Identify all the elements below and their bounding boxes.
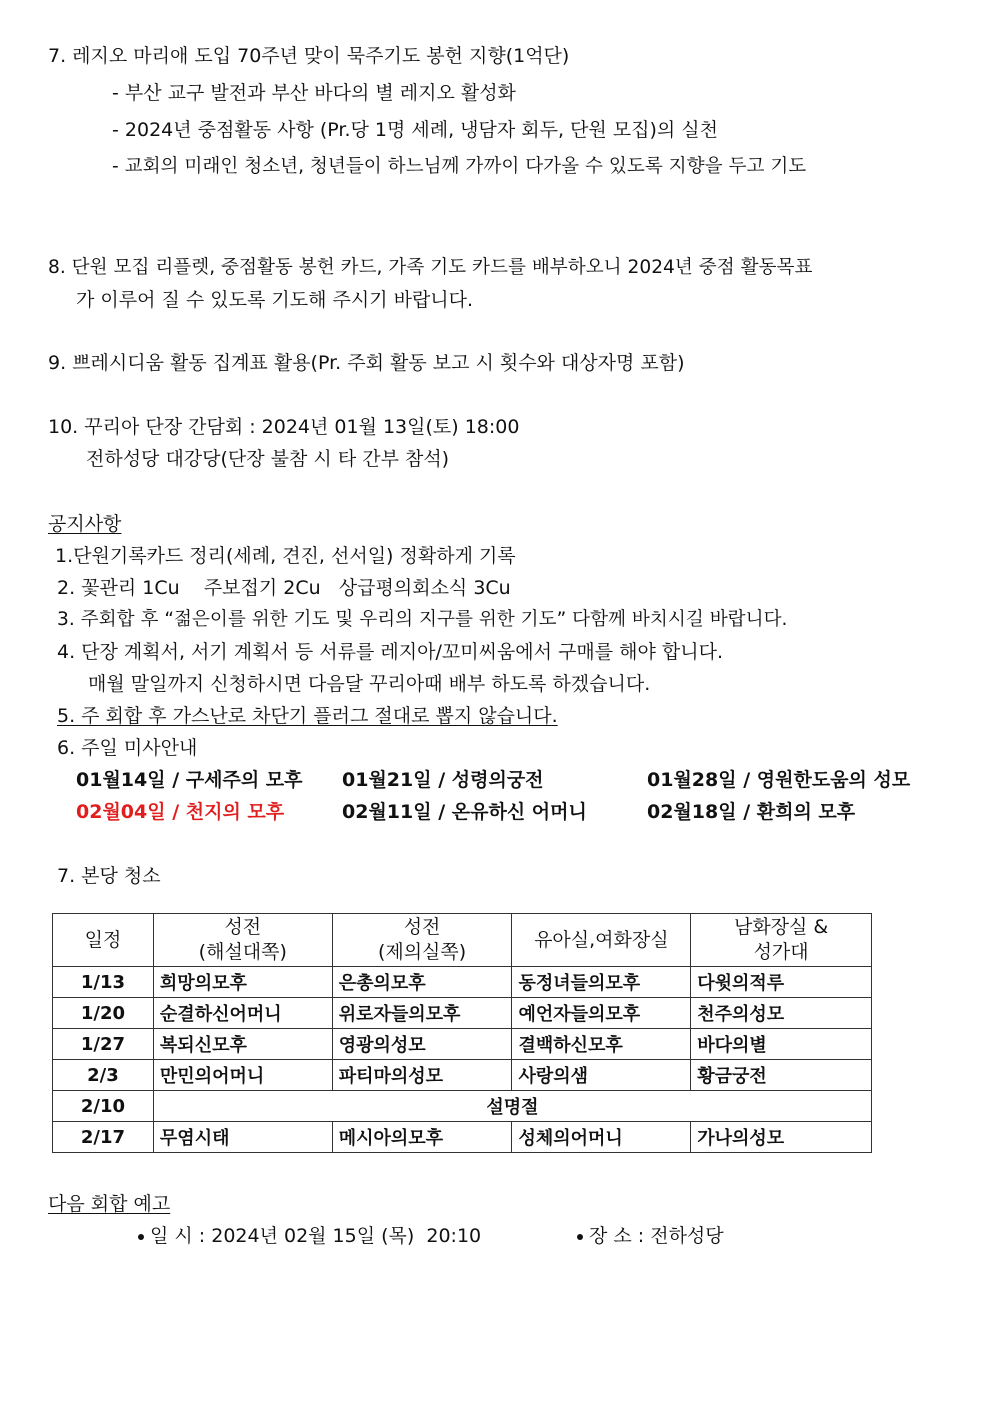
table-row xyxy=(53,1122,872,1153)
next-meeting-datetime-text: 일 시 : 2024년 02월 15일 (목) 20:10 xyxy=(150,1225,482,1247)
mass-0218: 02월18일 / 환희의 모후 xyxy=(647,801,856,823)
next-meeting-heading: 다음 회합 예고 xyxy=(48,1193,171,1215)
table-cell: 파티마의성모 xyxy=(332,1060,512,1091)
table-cell: 다윗의적루 xyxy=(691,967,872,998)
table-cell: 동정녀들의모후 xyxy=(512,967,691,998)
section7-item-2: - 2024년 중점활동 사항 (Pr.당 1명 세례, 냉담자 회두, 단원 모집)의 실천 xyxy=(112,119,719,141)
notice-item-1: 1.단원기록카드 정리(세례, 견진, 선서일) 정확하게 기록 xyxy=(55,545,516,567)
mass-0121: 01월21일 / 성령의궁전 xyxy=(342,769,544,791)
header-nursery-womens: 유아실,여화장실 xyxy=(512,914,691,967)
table-row xyxy=(53,1029,872,1060)
table-row xyxy=(53,967,872,998)
table-cell: 복되신모후 xyxy=(153,1029,332,1060)
section10-line-2: 전하성당 대강당(단장 불참 시 타 간부 참석) xyxy=(86,448,450,470)
table-cell: 위로자들의모후 xyxy=(332,998,512,1029)
table-cell: 1/20 xyxy=(53,998,154,1029)
section7-item-1: - 부산 교구 발전과 부산 바다의 별 레지오 활성화 xyxy=(112,82,516,104)
table-cell: 은총의모후 xyxy=(332,967,512,998)
table-cell: 2/10 xyxy=(53,1091,154,1122)
next-meeting-datetime xyxy=(138,1224,481,1248)
table-cell: 성체의어머니 xyxy=(512,1122,691,1153)
table-cell: 1/13 xyxy=(53,967,154,998)
cleaning-table xyxy=(52,913,872,1153)
header-nave-lectern: 성전 (해설대쪽) xyxy=(153,914,332,967)
mass-0114: 01월14일 / 구세주의 모후 xyxy=(76,769,303,791)
table-cell: 2/17 xyxy=(53,1122,154,1153)
table-header-row xyxy=(53,914,872,967)
notices-heading: 공지사항 xyxy=(48,513,122,535)
table-cell: 만민의어머니 xyxy=(153,1060,332,1091)
header-mens-choir: 남화장실 & 성가대 xyxy=(691,914,872,967)
bullet-icon xyxy=(577,1234,583,1240)
notice-item-4-cont: 매월 말일까지 신청하시면 다음달 꾸리아때 배부 하도록 하겠습니다. xyxy=(88,673,651,695)
table-cell: 예언자들의모후 xyxy=(512,998,691,1029)
mass-0204: 02월04일 / 천지의 모후 xyxy=(76,801,285,823)
notice-item-6: 6. 주일 미사안내 xyxy=(57,737,198,759)
notice-item-5: 5. 주 회합 후 가스난로 차단기 플러그 절대로 뽑지 않습니다. xyxy=(57,705,558,727)
table-cell: 바다의별 xyxy=(691,1029,872,1060)
header-date: 일정 xyxy=(53,914,154,967)
next-meeting-place xyxy=(577,1224,724,1248)
table-row xyxy=(53,1060,872,1091)
notice-item-4: 4. 단장 계획서, 서기 계획서 등 서류를 레지아/꼬미씨움에서 구매를 해야 합니다. xyxy=(57,641,723,663)
table-cell: 황금궁전 xyxy=(691,1060,872,1091)
next-meeting-place-text: 장 소 : 전하성당 xyxy=(589,1225,724,1247)
table-cell: 순결하신어머니 xyxy=(153,998,332,1029)
section7-title: 7. 레지오 마리애 도입 70주년 맞이 묵주기도 봉헌 지향(1억단) xyxy=(48,45,570,67)
section10-line-1: 10. 꾸리아 단장 간담회 : 2024년 01월 13일(토) 18:00 xyxy=(48,416,520,438)
mass-0128: 01월28일 / 영원한도움의 성모 xyxy=(647,769,911,791)
table-row xyxy=(53,998,872,1029)
section8-line-2: 가 이루어 질 수 있도록 기도해 주시기 바랍니다. xyxy=(76,289,474,311)
table-cell: 가나의성모 xyxy=(691,1122,872,1153)
section9-text: 9. 쁘레시디움 활동 집계표 활용(Pr. 주회 활동 보고 시 횟수와 대상자명 포함) xyxy=(48,352,685,374)
table-cell: 결백하신모후 xyxy=(512,1029,691,1060)
table-cell: 사랑의샘 xyxy=(512,1060,691,1091)
section8-line-1: 8. 단원 모집 리플렛, 중점활동 봉헌 카드, 가족 기도 카드를 배부하오니 2024년 중점 활동목표 xyxy=(48,257,813,278)
table-cell: 영광의성모 xyxy=(332,1029,512,1060)
notice-item-2: 2. 꽃관리 1Cu 주보접기 2Cu 상급평의회소식 3Cu xyxy=(57,577,511,599)
table-cell: 2/3 xyxy=(53,1060,154,1091)
table-cell: 1/27 xyxy=(53,1029,154,1060)
table-cell: 천주의성모 xyxy=(691,998,872,1029)
holiday-cell: 설명절 xyxy=(153,1091,871,1122)
table-cell: 희망의모후 xyxy=(153,967,332,998)
table-row-holiday xyxy=(53,1091,872,1122)
table-cell: 무염시태 xyxy=(153,1122,332,1153)
bullet-icon xyxy=(138,1234,144,1240)
header-nave-sacristy: 성전 (제의실쪽) xyxy=(332,914,512,967)
mass-0211: 02월11일 / 온유하신 어머니 xyxy=(342,801,587,823)
section7-item-3: - 교회의 미래인 청소년, 청년들이 하느님께 가까이 다가올 수 있도록 지향을 두고 기도 xyxy=(112,156,807,177)
cleaning-title: 7. 본당 청소 xyxy=(57,865,161,887)
table-cell: 메시아의모후 xyxy=(332,1122,512,1153)
notice-item-3: 3. 주회합 후 “젊은이를 위한 기도 및 우리의 지구를 위한 기도” 다함께 바치시길 바랍니다. xyxy=(57,609,788,630)
